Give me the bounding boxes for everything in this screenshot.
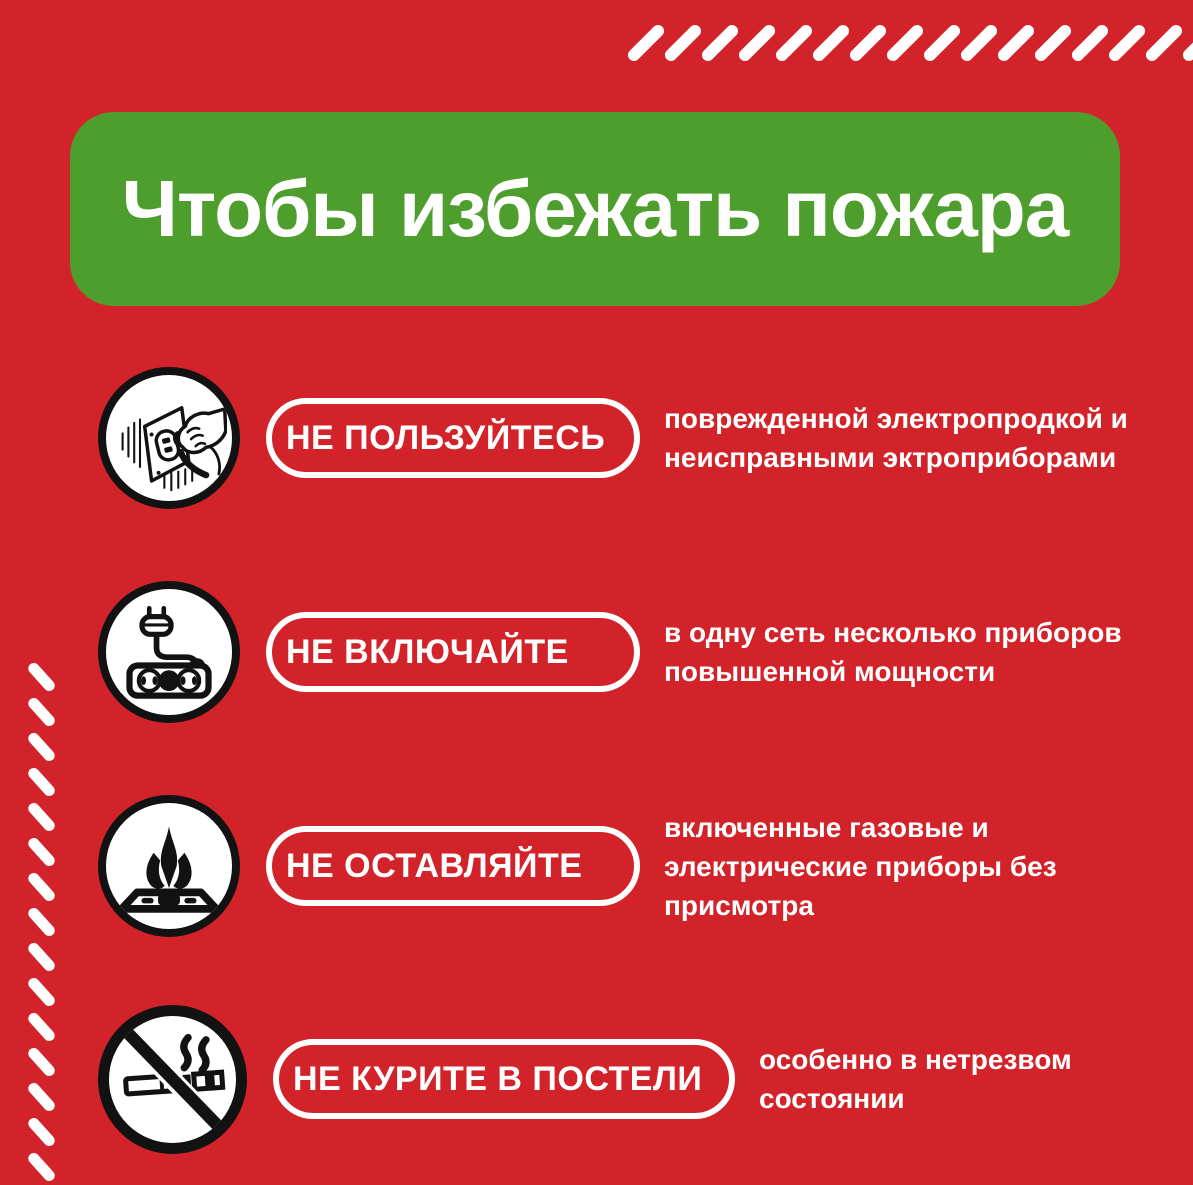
rule-description <box>664 613 1122 691</box>
rule-label-pill <box>266 612 640 692</box>
rule-label: НЕ ВКЛЮЧАЙТЕ <box>286 632 569 671</box>
gas-burner-flame-icon <box>114 811 224 921</box>
no-smoking-icon <box>117 1023 229 1135</box>
rule-description <box>759 1040 1072 1118</box>
rule-icon-circle <box>98 1005 247 1154</box>
rule-label-pill <box>266 826 640 906</box>
description-line: в одну сеть несколько приборов <box>664 617 1122 648</box>
rule-row-do-not-smoke-in-bed <box>98 1004 1183 1154</box>
rule-label-pill <box>266 398 640 478</box>
rule-label-pill <box>273 1039 735 1119</box>
rule-row-do-not-leave <box>98 791 1183 941</box>
description-line: присмотра <box>664 889 814 921</box>
diagonal-stripes-left-decoration <box>36 660 47 1184</box>
power-strip-icon <box>117 600 221 704</box>
rule-icon-circle <box>98 581 240 723</box>
rule-icon-circle <box>98 795 240 937</box>
description-line: повышенной мощности <box>664 656 996 687</box>
description-line: неисправными эктроприборами <box>664 442 1117 473</box>
rule-label: НЕ ОСТАВЛЯЙТЕ <box>286 846 583 885</box>
unplug-outlet-icon <box>111 380 227 496</box>
description-line: особенно в нетрезвом <box>759 1044 1072 1075</box>
rule-description <box>664 399 1128 477</box>
diagonal-stripes-top-decoration <box>640 20 1193 66</box>
description-line: состоянии <box>759 1083 905 1114</box>
rule-label: НЕ ПОЛЬЗУЙТЕСЬ <box>286 418 606 457</box>
rule-description <box>664 808 1057 925</box>
poster-title: Чтобы избежать пожара <box>121 164 1069 253</box>
description-line: включенные газовые и <box>664 811 989 843</box>
rule-row-do-not-use <box>98 363 1183 513</box>
rule-row-do-not-plug-in <box>98 577 1183 727</box>
description-line: поврежденной электропродкой и <box>664 403 1128 434</box>
description-line: электрические приборы без <box>664 850 1057 882</box>
rule-label: НЕ КУРИТЕ В ПОСТЕЛИ <box>293 1059 703 1098</box>
rule-icon-circle <box>98 367 240 509</box>
title-banner <box>70 112 1120 306</box>
